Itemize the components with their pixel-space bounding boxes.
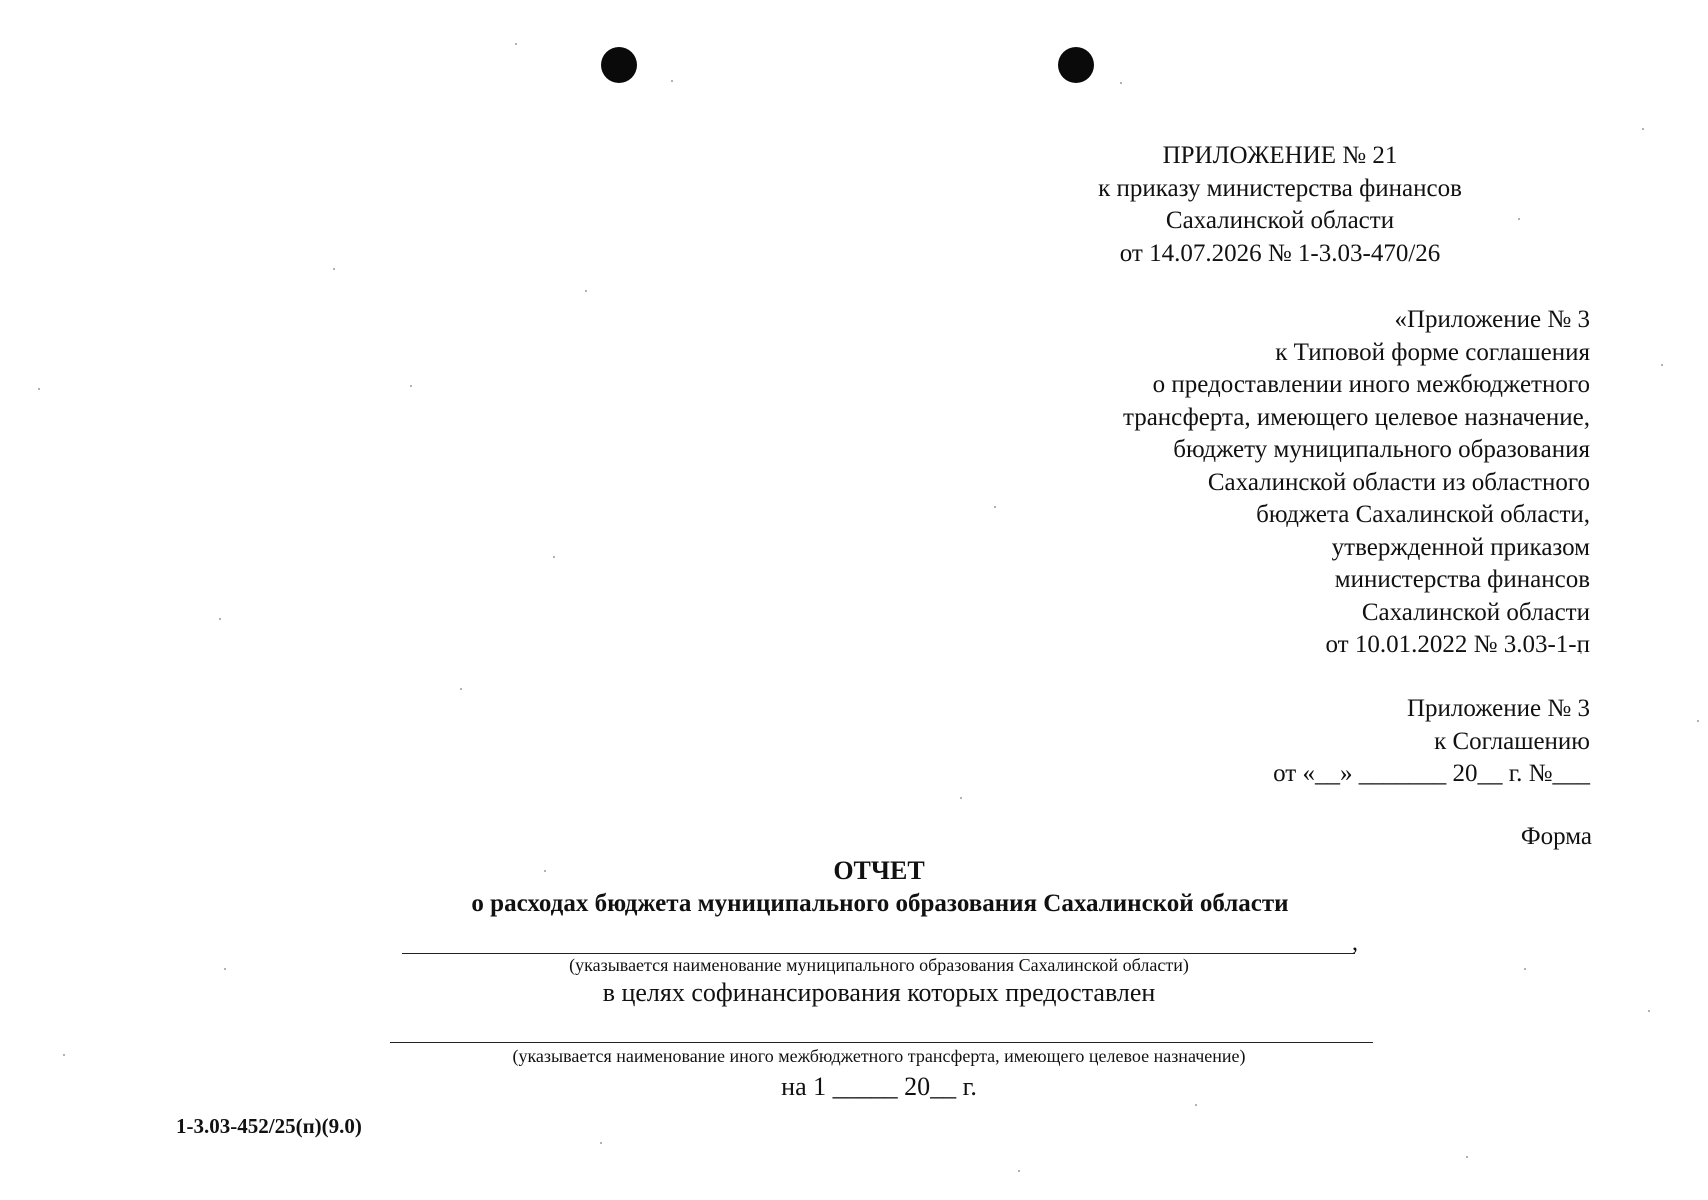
typical-form-line: трансферта, имеющего целевое назначение,: [1122, 403, 1590, 431]
form-label: Форма: [1520, 823, 1592, 850]
scan-speck: [1642, 128, 1644, 130]
appendix-21-line: Сахалинской области: [1165, 207, 1395, 234]
typical-form-line: министерства финансов: [1334, 566, 1590, 593]
appendix-21-date-number: от 14.07.2026 № 1-3.03-470/26: [1119, 239, 1441, 267]
scan-speck: [1648, 1010, 1650, 1012]
punch-hole-left: [601, 47, 637, 83]
typical-form-line: «Приложение № 3: [1394, 306, 1590, 333]
report-subtitle: о расходах бюджета муниципального образования Сахалинской области: [471, 890, 1289, 917]
scan-speck: [671, 80, 673, 82]
appendix-21-title: ПРИЛОЖЕНИЕ № 21: [1162, 142, 1398, 169]
scan-speck: [1195, 1104, 1197, 1106]
scan-speck: [600, 1142, 602, 1144]
scan-speck: [1697, 720, 1699, 722]
transfer-name-blank-line: [390, 1042, 1373, 1043]
scan-speck: [960, 797, 962, 799]
report-title: ОТЧЕТ: [833, 856, 925, 885]
purpose-text: в целях софинансирования которых предоставлен: [602, 978, 1156, 1007]
scan-speck: [1466, 1156, 1468, 1158]
typical-form-line: Сахалинской области из областного: [1207, 468, 1590, 496]
document-code: 1-3.03-452/25(п)(9.0): [176, 1114, 362, 1138]
appendix-21-header: [1040, 140, 1520, 270]
transfer-name-hint: (указывается наименование иного межбюджетного трансферта, имеющего целевое назначение): [512, 1046, 1246, 1066]
scan-speck: [460, 688, 462, 690]
agreement-appendix-line: Приложение № 3: [1406, 695, 1590, 722]
scan-speck: [219, 618, 221, 620]
typical-form-date-number: от 10.01.2022 № 3.03-1-п: [1325, 631, 1590, 658]
typical-form-line: утвержденной приказом: [1331, 533, 1590, 561]
municipality-name-blank-line: [402, 953, 1355, 954]
scan-speck: [1120, 82, 1122, 84]
typical-form-line: к Типовой форме соглашения: [1275, 338, 1590, 366]
typical-form-line: бюджета Сахалинской области,: [1256, 501, 1590, 528]
municipality-name-hint: (указывается наименование муниципального образования Сахалинской области): [569, 955, 1189, 975]
scan-speck: [1661, 364, 1663, 366]
punch-hole-right: [1058, 47, 1094, 83]
scan-speck: [410, 385, 412, 387]
typical-form-appendix-header: [970, 304, 1590, 662]
scan-speck: [515, 43, 517, 45]
agreement-appendix-line: к Соглашению: [1434, 727, 1590, 755]
typical-form-line: бюджету муниципального образования: [1173, 436, 1590, 463]
scan-speck: [585, 290, 587, 292]
agreement-appendix-header: [1090, 693, 1590, 791]
scan-speck: [38, 388, 40, 390]
appendix-21-line: к приказу министерства финансов: [1098, 174, 1462, 202]
report-date-blank: на 1 _____ 20__ г.: [781, 1072, 977, 1101]
scan-speck: [1018, 1170, 1020, 1172]
typical-form-line: Сахалинской области: [1361, 598, 1590, 626]
scan-speck: [553, 556, 555, 558]
typical-form-line: о предоставлении иного межбюджетного: [1152, 371, 1590, 398]
agreement-date-number-blank: от «__» _______ 20__ г. №___: [1273, 760, 1590, 787]
scan-speck: [333, 268, 335, 270]
blank-line-comma: ,: [1352, 930, 1358, 956]
